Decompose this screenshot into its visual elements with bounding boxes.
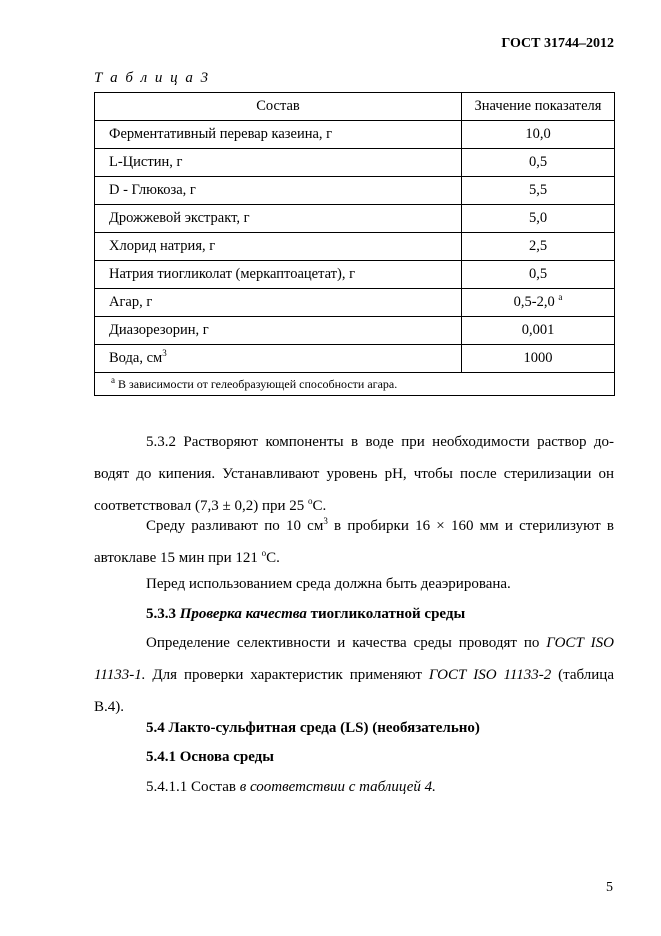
ingredient-name: Натрия тиогликолат (меркаптоацетат), г xyxy=(95,261,462,289)
ingredient-value: 0,001 xyxy=(462,317,615,345)
ingredient-value: 10,0 xyxy=(462,121,615,149)
paragraph-text: Определение селективности и качества среды проводят по xyxy=(146,635,547,651)
table-footnote xyxy=(95,373,615,396)
table-row xyxy=(95,317,615,345)
footnote-text: В зависимости от гелеобразующей способности агара. xyxy=(118,376,398,391)
table-header-row xyxy=(95,93,615,121)
ingredient-value-cell xyxy=(462,289,615,317)
paragraph-quality-check xyxy=(94,627,614,723)
ingredient-name: Хлорид натрия, г xyxy=(95,233,462,261)
table-caption: Т а б л и ц а 3 xyxy=(94,70,211,86)
paragraph-text: (таблица В.4). xyxy=(94,667,614,715)
ingredient-value: 5,5 xyxy=(462,177,615,205)
paragraph-text: 5.3.2 Растворяют компоненты в воде при необходимости раствор до-водят до кипения. Устанавливают уровень pH, чтобы после стерилизации он соответствовал (7,3 ± 0,2) при 25 xyxy=(94,434,614,514)
table-row xyxy=(95,205,615,233)
standard-reference: ГОСТ ISO 11133-2 xyxy=(428,667,552,683)
page-number: 5 xyxy=(606,880,613,895)
ingredient-name: Диазорезорин, г xyxy=(95,317,462,345)
table-row xyxy=(95,149,615,177)
column-header-composition: Состав xyxy=(95,93,462,121)
ingredient-name: Агар, г xyxy=(95,289,462,317)
table-row xyxy=(95,345,615,373)
ingredient-name: D - Глюкоза, г xyxy=(95,177,462,205)
ingredient-value: 1000 xyxy=(462,345,615,373)
heading-number: 5.3.3 xyxy=(146,606,180,622)
document-code-header: ГОСТ 31744–2012 xyxy=(501,36,614,51)
heading-italic-part: Проверка качества xyxy=(179,606,307,622)
ingredient-name: Ферментативный перевар казеина, г xyxy=(95,121,462,149)
ingredient-value: 2,5 xyxy=(462,233,615,261)
heading-text: тиогликолатной среды xyxy=(306,606,466,622)
table-row xyxy=(95,233,615,261)
paragraph-text: С. xyxy=(312,498,327,514)
paragraph-text: Для проверки характеристик применяют xyxy=(145,667,429,683)
ingredient-value: 0,5-2,0 xyxy=(513,294,555,310)
unit-superscript: 3 xyxy=(323,516,328,526)
table-row xyxy=(95,121,615,149)
paragraph-text: Среду разливают по 10 см xyxy=(146,518,324,534)
unit-superscript: 3 xyxy=(162,348,167,359)
ingredient-name: L-Цистин, г xyxy=(95,149,462,177)
table-row xyxy=(95,177,615,205)
paragraph-5-4-1-1 xyxy=(94,771,614,803)
ingredient-name: Дрожжевой экстракт, г xyxy=(95,205,462,233)
ingredient-value: 0,5 xyxy=(462,149,615,177)
footnote-mark: а xyxy=(111,374,115,385)
ingredient-name: Вода, см xyxy=(109,350,163,366)
standard-reference: ГОСТ ISO 11133-1. xyxy=(94,635,615,683)
composition-table xyxy=(94,92,615,396)
table-row xyxy=(95,261,615,289)
paragraph-deaeration: Перед использованием среда должна быть деаэрирована. xyxy=(146,576,511,592)
column-header-value: Значение показателя xyxy=(462,93,615,121)
ingredient-value: 0,5 xyxy=(462,261,615,289)
table-reference: в соответствии с таблицей 4. xyxy=(239,779,436,795)
heading-5-3-3 xyxy=(94,598,614,630)
degree-superscript: о xyxy=(308,496,313,506)
heading-5-4: 5.4 Лакто-сульфитная среда (LS) (необязательно) xyxy=(146,720,480,736)
footnote-ref: а xyxy=(558,292,563,303)
paragraph-5-3-2 xyxy=(94,426,614,522)
ingredient-value: 5,0 xyxy=(462,205,615,233)
heading-5-4-1: 5.4.1 Основа среды xyxy=(146,749,274,765)
ingredient-name-cell xyxy=(95,345,462,373)
table-row xyxy=(95,289,615,317)
table-footnote-row xyxy=(95,373,615,396)
paragraph-text: 5.4.1.1 Состав xyxy=(146,779,240,795)
paragraph-text: в пробирки 16 × 160 мм и стерилизуют в автоклаве 15 мин при 121 xyxy=(94,518,614,566)
paragraph-dispensing xyxy=(94,510,614,574)
degree-superscript: о xyxy=(261,548,267,558)
paragraph-text: С. xyxy=(266,550,280,566)
